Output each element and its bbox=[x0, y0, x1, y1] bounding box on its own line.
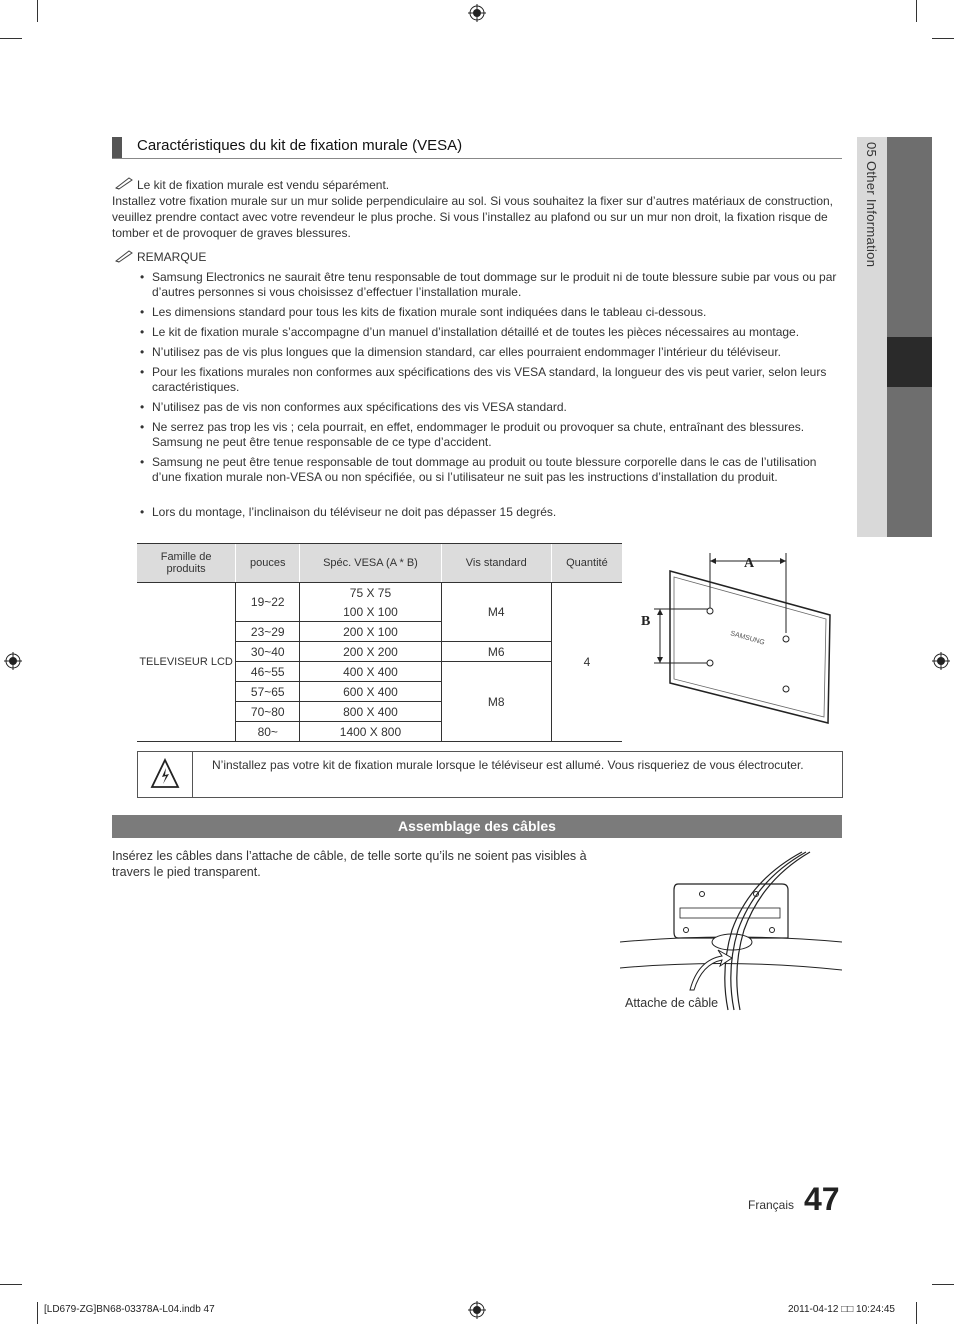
bullet-item: Pour les fixations murales non conformes aux spécifications des vis VESA standard, la longueur des vis peut varier, selon leurs caractéristiques. bbox=[152, 365, 827, 394]
bullet-mark: • bbox=[140, 420, 145, 434]
crop-mark bbox=[916, 0, 917, 22]
diagram-brand: SAMSUNG bbox=[729, 630, 766, 647]
bullet-mark: • bbox=[140, 505, 145, 519]
note-line: Le kit de fixation murale est vendu séparément. bbox=[137, 178, 390, 192]
family-cell: TELEVISEUR LCD bbox=[137, 583, 236, 742]
vesa-cell: 600 X 400 bbox=[300, 682, 441, 702]
table-header: Vis standard bbox=[441, 544, 551, 583]
inches-cell: 19~22 bbox=[236, 583, 300, 622]
inches-cell: 57~65 bbox=[236, 682, 300, 702]
bullet-item: Ne serrez pas trop les vis ; cela pourrait, en effet, endommager le produit ou provoquer sa chute, entraînant des blessures. Samsung ne peut être tenue responsable de ce type d’accident. bbox=[152, 420, 805, 449]
crop-mark bbox=[0, 38, 22, 39]
bullet-item: Le kit de fixation murale s’accompagne d’un manuel d’installation détaillé et de toutes les pièces nécessaires au montage. bbox=[152, 325, 800, 339]
warning-box bbox=[137, 751, 843, 798]
table-header: Quantité bbox=[551, 544, 622, 583]
vesa-cell: 200 X 200 bbox=[300, 642, 441, 662]
pencil-note-icon bbox=[114, 249, 134, 263]
vesa-cell: 200 X 100 bbox=[300, 622, 441, 642]
side-tab-label: 05 Other Information bbox=[864, 142, 879, 268]
registration-mark-icon bbox=[932, 652, 950, 670]
registration-mark-icon bbox=[4, 652, 22, 670]
warning-text: N’installez pas votre kit de fixation murale lorsque le téléviseur est allumé. Vous risqueriez de vous électrocuter. bbox=[212, 758, 804, 772]
vesa-cell: 800 X 400 bbox=[300, 702, 441, 722]
vesa-cell: 400 X 400 bbox=[300, 662, 441, 682]
bullet-mark: • bbox=[140, 345, 145, 359]
table-header: pouces bbox=[236, 544, 300, 583]
screw-cell: M8 bbox=[441, 662, 551, 742]
diagram-label-b: B bbox=[641, 614, 651, 629]
crop-mark bbox=[932, 38, 954, 39]
electric-shock-warning-icon bbox=[150, 758, 180, 790]
table-header: Spéc. VESA (A * B) bbox=[300, 544, 441, 583]
bullet-mark: • bbox=[140, 365, 145, 379]
cable-paragraph: Insérez les câbles dans l’attache de câble, de telle sorte qu’ils ne soient pas visibles à travers le pied transparent. bbox=[112, 849, 587, 879]
bullet-item: Samsung ne peut être tenue responsable de tout dommage au produit ou toute blessure corporelle dans le cas de l’utilisation d’une fixation murale non-VESA ou non spécifiée, ou si l’utilisateur ne suit pas les instructions d’installation du produit. bbox=[152, 455, 817, 484]
tv-back-diagram bbox=[630, 543, 842, 728]
bullet-mark: • bbox=[140, 325, 145, 339]
crop-mark bbox=[37, 0, 38, 22]
crop-mark bbox=[916, 1302, 917, 1324]
vesa-cell: 75 X 75 bbox=[300, 583, 441, 603]
pencil-note-icon bbox=[114, 176, 134, 190]
bullet-mark: • bbox=[140, 455, 145, 469]
intro-paragraph: Installez votre fixation murale sur un mur solide perpendiculaire au sol. Si vous souhaitez la fixer sur d’autres matériaux de construction, veuillez prendre contact avec votre revendeur le plus proche. Si vous l’installez au plafond ou sur un mur non droit, la fixation risque de tomber et de provoquer de graves blessures. bbox=[112, 194, 834, 240]
crop-mark bbox=[932, 1284, 954, 1285]
quantity-cell: 4 bbox=[551, 583, 622, 742]
crop-mark bbox=[37, 1302, 38, 1324]
bullet-mark: • bbox=[140, 305, 145, 319]
inches-cell: 80~ bbox=[236, 722, 300, 742]
inches-cell: 30~40 bbox=[236, 642, 300, 662]
footer-file: [LD679-ZG]BN68-03378A-L04.indb 47 bbox=[44, 1304, 215, 1315]
bullet-mark: • bbox=[140, 400, 145, 414]
inches-cell: 70~80 bbox=[236, 702, 300, 722]
crop-mark bbox=[0, 1284, 22, 1285]
warning-icon-cell bbox=[138, 752, 193, 797]
bullet-item: N’utilisez pas de vis plus longues que la dimension standard, car elles pourraient endommager l’intérieur du téléviseur. bbox=[152, 345, 782, 359]
page-number: 47 bbox=[804, 1181, 840, 1217]
cable-tie-caption: Attache de câble bbox=[625, 996, 719, 1010]
bullet-item: N’utilisez pas de vis non conformes aux spécifications des vis VESA standard. bbox=[152, 400, 567, 414]
screw-cell: M4 bbox=[441, 583, 551, 642]
bullet-item: Samsung Electronics ne saurait être tenu responsable de tout dommage sur le produit ni de toute blessure subie par vous ou par d’autres personnes si vous choisissez d’effectuer l’installation murale. bbox=[152, 270, 837, 299]
bullet-mark: • bbox=[140, 270, 145, 284]
side-tab-marker bbox=[887, 337, 932, 387]
cable-section-heading: Assemblage des câbles bbox=[112, 815, 842, 838]
remarque-label: REMARQUE bbox=[137, 250, 207, 264]
vesa-cell: 1400 X 800 bbox=[300, 722, 441, 742]
section-title bbox=[112, 136, 842, 159]
registration-mark-icon bbox=[468, 4, 486, 22]
registration-mark-icon bbox=[468, 1301, 486, 1319]
table-row bbox=[137, 583, 622, 603]
table-header: Famille de produits bbox=[137, 544, 236, 583]
screw-cell: M6 bbox=[441, 642, 551, 662]
footer-language: Français bbox=[748, 1198, 795, 1212]
cable-tie-diagram bbox=[620, 850, 842, 1015]
inches-cell: 46~55 bbox=[236, 662, 300, 682]
section-title-text: Caractéristiques du kit de fixation murale (VESA) bbox=[137, 137, 463, 154]
inches-cell: 23~29 bbox=[236, 622, 300, 642]
section-title-bar bbox=[112, 137, 122, 158]
footer-timestamp: 2011-04-12 □□ 10:24:45 bbox=[788, 1304, 895, 1315]
bullet-item: Les dimensions standard pour tous les kits de fixation murale sont indiquées dans le tableau ci-dessous. bbox=[152, 305, 707, 319]
bullet-item: Lors du montage, l’inclinaison du téléviseur ne doit pas dépasser 15 degrés. bbox=[152, 505, 557, 519]
vesa-table bbox=[137, 543, 622, 742]
diagram-label-a: A bbox=[744, 556, 755, 571]
table-header-row bbox=[137, 544, 622, 583]
vesa-cell: 100 X 100 bbox=[300, 602, 441, 622]
